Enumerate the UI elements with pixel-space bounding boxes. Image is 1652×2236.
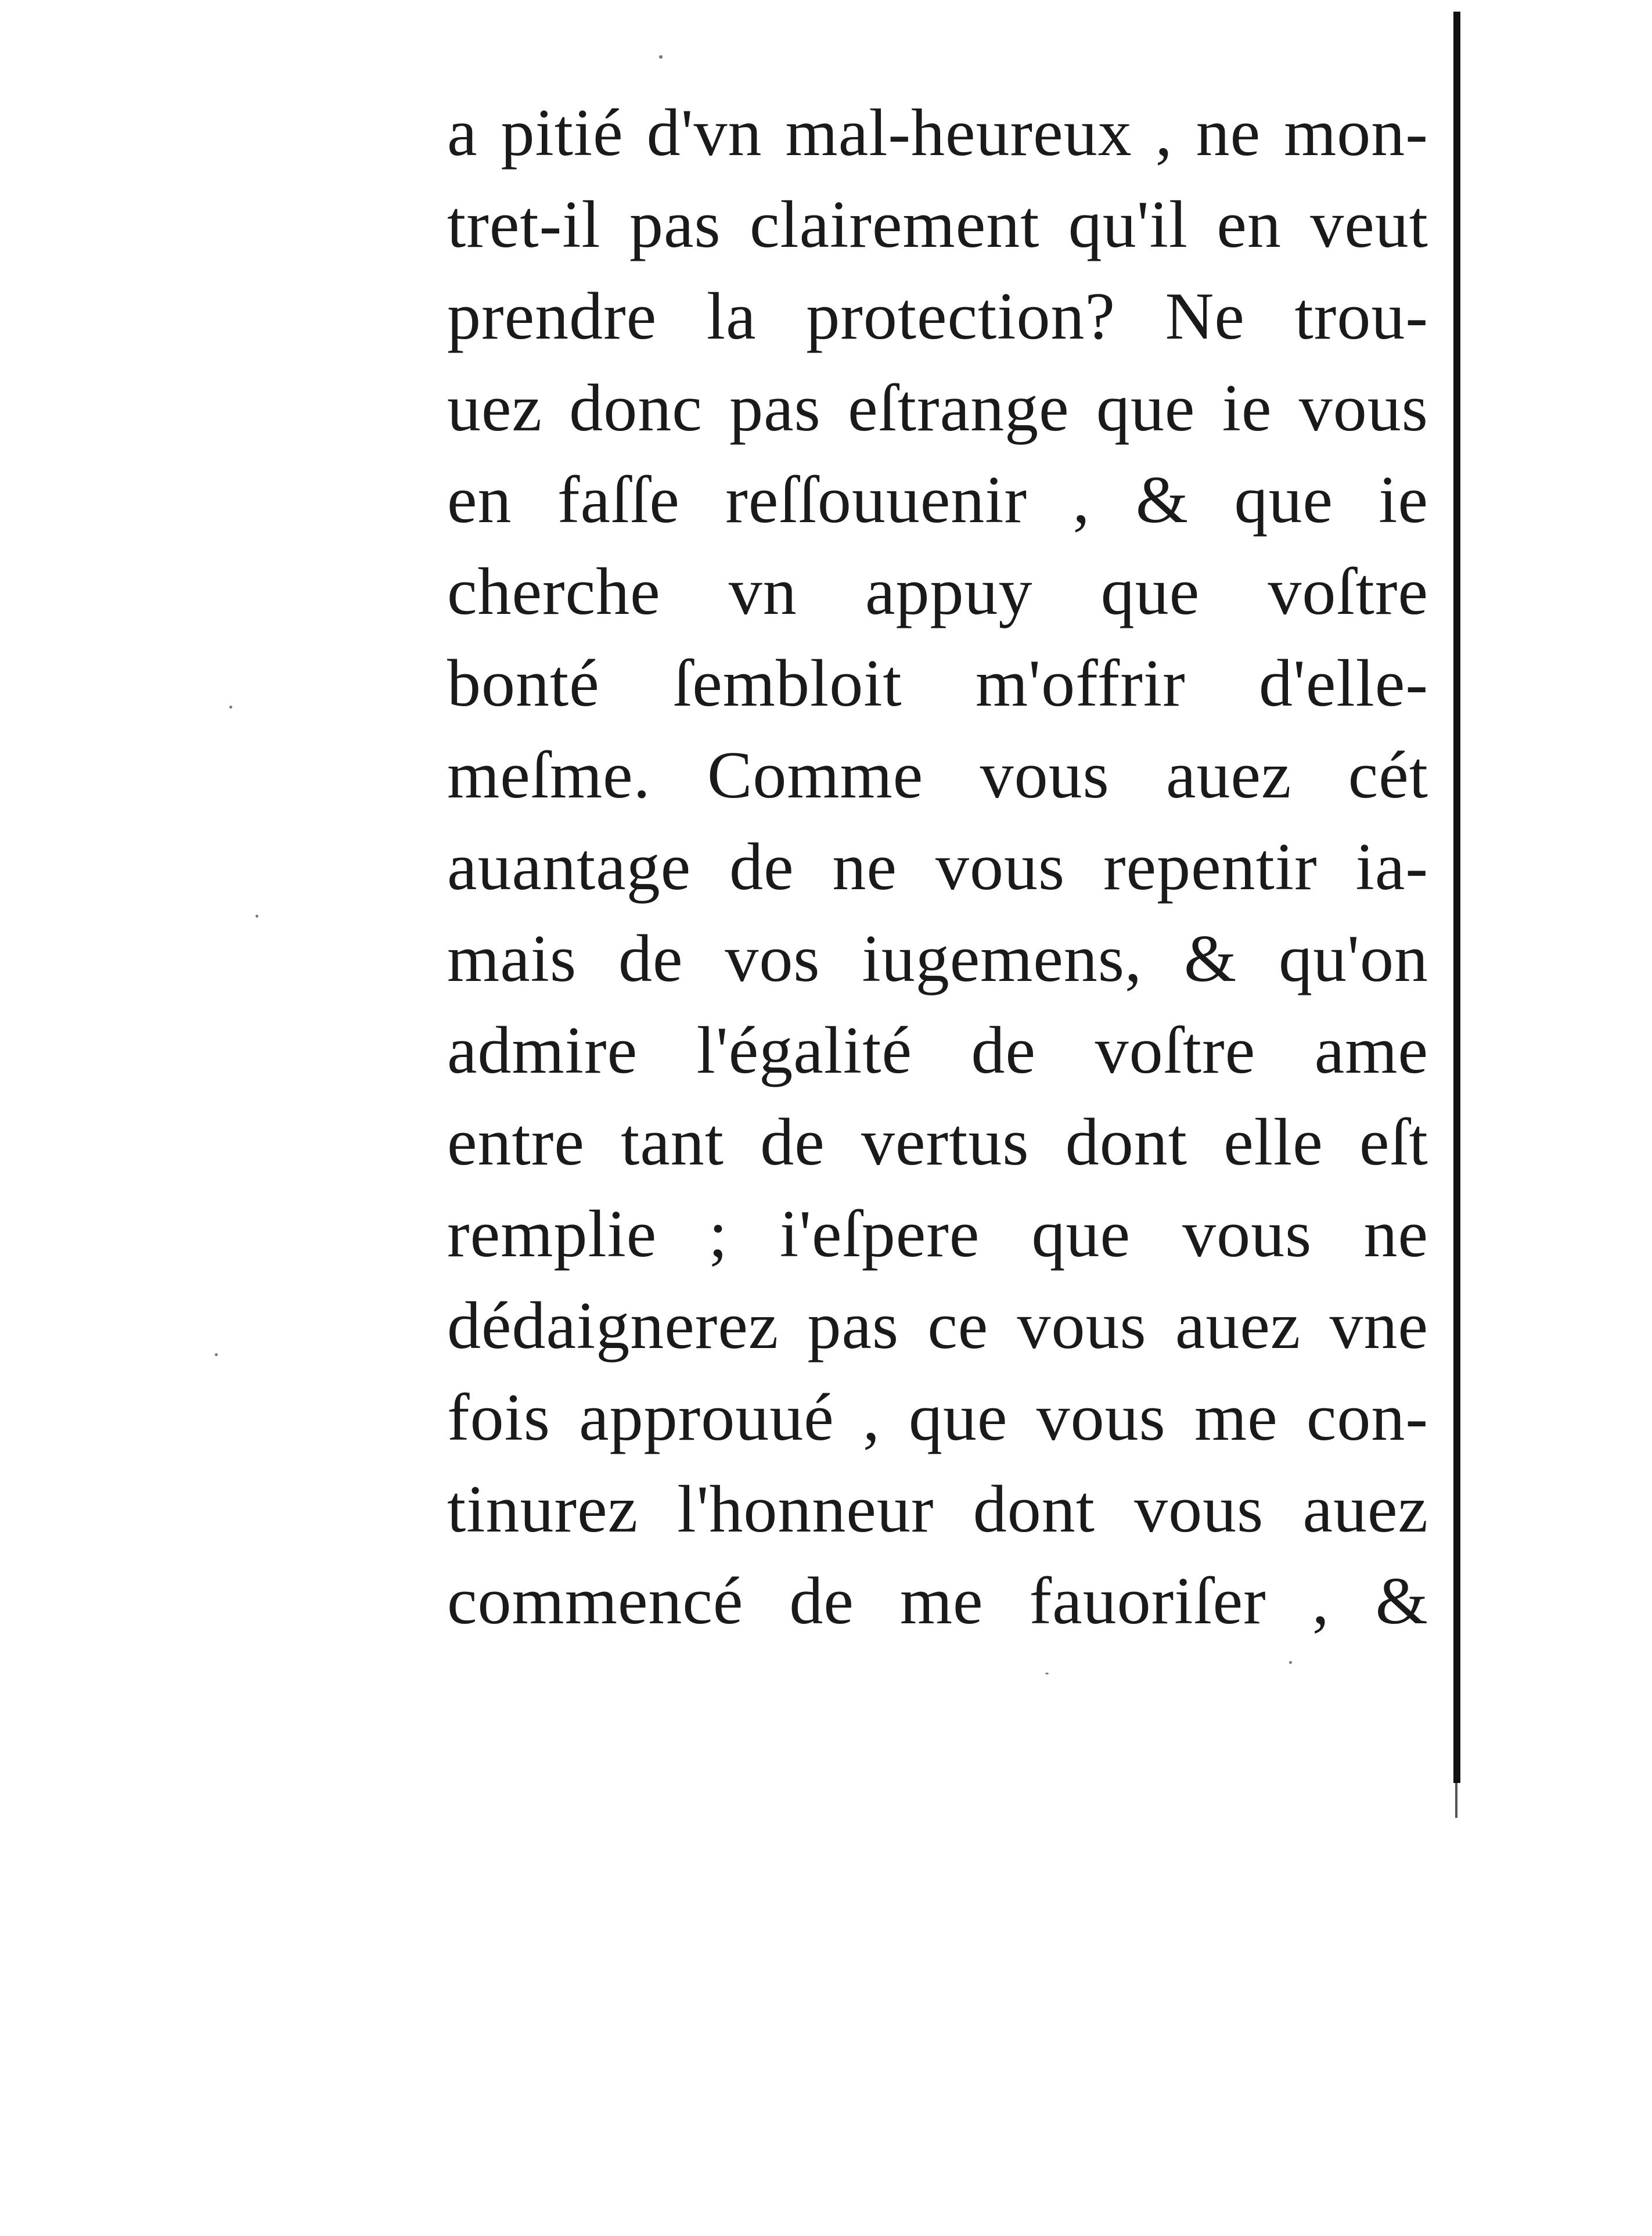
word: protection? xyxy=(806,279,1115,354)
word: remplie xyxy=(447,1197,657,1271)
word: reſſouuenir xyxy=(725,463,1028,537)
print-speck xyxy=(255,915,258,918)
word: fauoriſer xyxy=(1029,1564,1266,1638)
word: que xyxy=(1096,371,1196,445)
word: & xyxy=(1375,1564,1428,1638)
word: mais xyxy=(447,922,577,996)
word: , xyxy=(862,1381,880,1455)
word: appuy xyxy=(865,555,1033,629)
word: d'elle- xyxy=(1259,646,1428,721)
word: de xyxy=(760,1105,825,1180)
word: uez xyxy=(447,371,542,445)
word: ce xyxy=(927,1289,989,1363)
word: pitié xyxy=(501,96,624,170)
word: me xyxy=(899,1564,984,1638)
word: l'égalité xyxy=(696,1013,912,1088)
word: vertus xyxy=(861,1105,1030,1180)
word: donc xyxy=(569,371,703,445)
word: ame xyxy=(1314,1013,1428,1088)
word: ne xyxy=(1196,96,1261,170)
word: tant xyxy=(621,1105,725,1180)
word: vne xyxy=(1329,1289,1428,1363)
word: m'offrir xyxy=(975,646,1186,721)
word: ne xyxy=(832,830,898,904)
word: vous xyxy=(980,738,1110,813)
word: ſembloit xyxy=(673,646,902,721)
word: vous xyxy=(1036,1381,1166,1455)
text-line xyxy=(447,1464,1428,1555)
word: bonté xyxy=(447,646,600,721)
word: approuué xyxy=(579,1381,834,1455)
word: qu'on xyxy=(1279,922,1428,996)
word: vous xyxy=(1017,1289,1147,1363)
word: a xyxy=(447,96,478,170)
word: pas xyxy=(729,371,821,445)
word: ie xyxy=(1379,463,1428,537)
word: de xyxy=(971,1013,1036,1088)
print-speck xyxy=(659,55,663,59)
body-text xyxy=(447,87,1428,1647)
word: admire xyxy=(447,1013,638,1088)
word: pas xyxy=(807,1289,899,1363)
word: clairement xyxy=(749,188,1040,262)
word: que xyxy=(1100,555,1200,629)
word: & xyxy=(1135,463,1189,537)
word: ; xyxy=(708,1197,728,1271)
word: que xyxy=(909,1381,1008,1455)
word: vos xyxy=(725,922,820,996)
print-speck xyxy=(215,1353,218,1356)
word: vn xyxy=(728,555,797,629)
word: Ne xyxy=(1165,279,1245,354)
word: auez xyxy=(1175,1289,1301,1363)
word: que xyxy=(1234,463,1333,537)
text-line xyxy=(447,1555,1428,1647)
word: tinurez xyxy=(447,1472,639,1547)
text-line xyxy=(447,1188,1428,1280)
text-line xyxy=(447,271,1428,362)
word: l'honneur xyxy=(677,1472,934,1547)
word: mal-heureux xyxy=(785,96,1132,170)
text-line xyxy=(447,1280,1428,1372)
word: i'eſpere xyxy=(779,1197,980,1271)
word: de xyxy=(789,1564,854,1638)
word: auez xyxy=(1166,738,1292,813)
word: la xyxy=(706,279,757,354)
word: , xyxy=(1312,1564,1330,1638)
text-line xyxy=(447,729,1428,821)
print-speck xyxy=(229,706,232,709)
word: faſſe xyxy=(557,463,680,537)
text-line xyxy=(447,1372,1428,1464)
word: pas xyxy=(629,188,721,262)
word: me xyxy=(1194,1381,1278,1455)
page-edge-rule-tail xyxy=(1455,1783,1457,1818)
word: veut xyxy=(1310,188,1428,262)
word: con- xyxy=(1306,1381,1428,1455)
text-line xyxy=(447,362,1428,454)
print-speck xyxy=(1045,1673,1049,1674)
word: mon- xyxy=(1284,96,1428,170)
text-line xyxy=(447,1097,1428,1188)
text-line xyxy=(447,913,1428,1005)
word: en xyxy=(447,463,512,537)
word: prendre xyxy=(447,279,657,354)
word: vous xyxy=(1298,371,1428,445)
print-speck xyxy=(1289,1661,1292,1664)
text-line xyxy=(447,638,1428,729)
word: auantage xyxy=(447,830,692,904)
text-line xyxy=(447,1005,1428,1097)
word: repentir xyxy=(1103,830,1318,904)
word: Comme xyxy=(707,738,924,813)
word: voſtre xyxy=(1268,555,1428,629)
word: de xyxy=(618,922,683,996)
word: ne xyxy=(1363,1197,1428,1271)
word: commencé xyxy=(447,1564,744,1638)
word: vous xyxy=(1134,1472,1264,1547)
word: vous xyxy=(935,830,1066,904)
word: meſme. xyxy=(447,738,651,813)
word: auez xyxy=(1302,1472,1428,1547)
word: elle xyxy=(1223,1105,1323,1180)
word: cherche xyxy=(447,555,661,629)
word: vous xyxy=(1182,1197,1312,1271)
word: dédaignerez xyxy=(447,1289,779,1363)
text-line xyxy=(447,87,1428,179)
page-edge-rule xyxy=(1453,12,1460,1783)
word: en xyxy=(1216,188,1282,262)
word: dont xyxy=(1065,1105,1188,1180)
word: entre xyxy=(447,1105,585,1180)
word: ie xyxy=(1222,371,1272,445)
word: voſtre xyxy=(1095,1013,1256,1088)
text-line xyxy=(447,179,1428,271)
word: d'vn xyxy=(646,96,762,170)
word: iugemens, xyxy=(862,922,1143,996)
text-line xyxy=(447,546,1428,638)
word: tret-il xyxy=(447,188,601,262)
word: , xyxy=(1155,96,1173,170)
word: ia- xyxy=(1355,830,1428,904)
text-line xyxy=(447,454,1428,546)
word: trou- xyxy=(1294,279,1428,354)
word: qu'il xyxy=(1068,188,1189,262)
word: & xyxy=(1183,922,1237,996)
word: eſt xyxy=(1359,1105,1428,1180)
word: , xyxy=(1072,463,1090,537)
word: dont xyxy=(973,1472,1095,1547)
word: fois xyxy=(447,1381,550,1455)
word: que xyxy=(1031,1197,1131,1271)
word: cét xyxy=(1348,738,1428,813)
text-line xyxy=(447,821,1428,913)
word: eſtrange xyxy=(848,371,1070,445)
word: de xyxy=(729,830,794,904)
